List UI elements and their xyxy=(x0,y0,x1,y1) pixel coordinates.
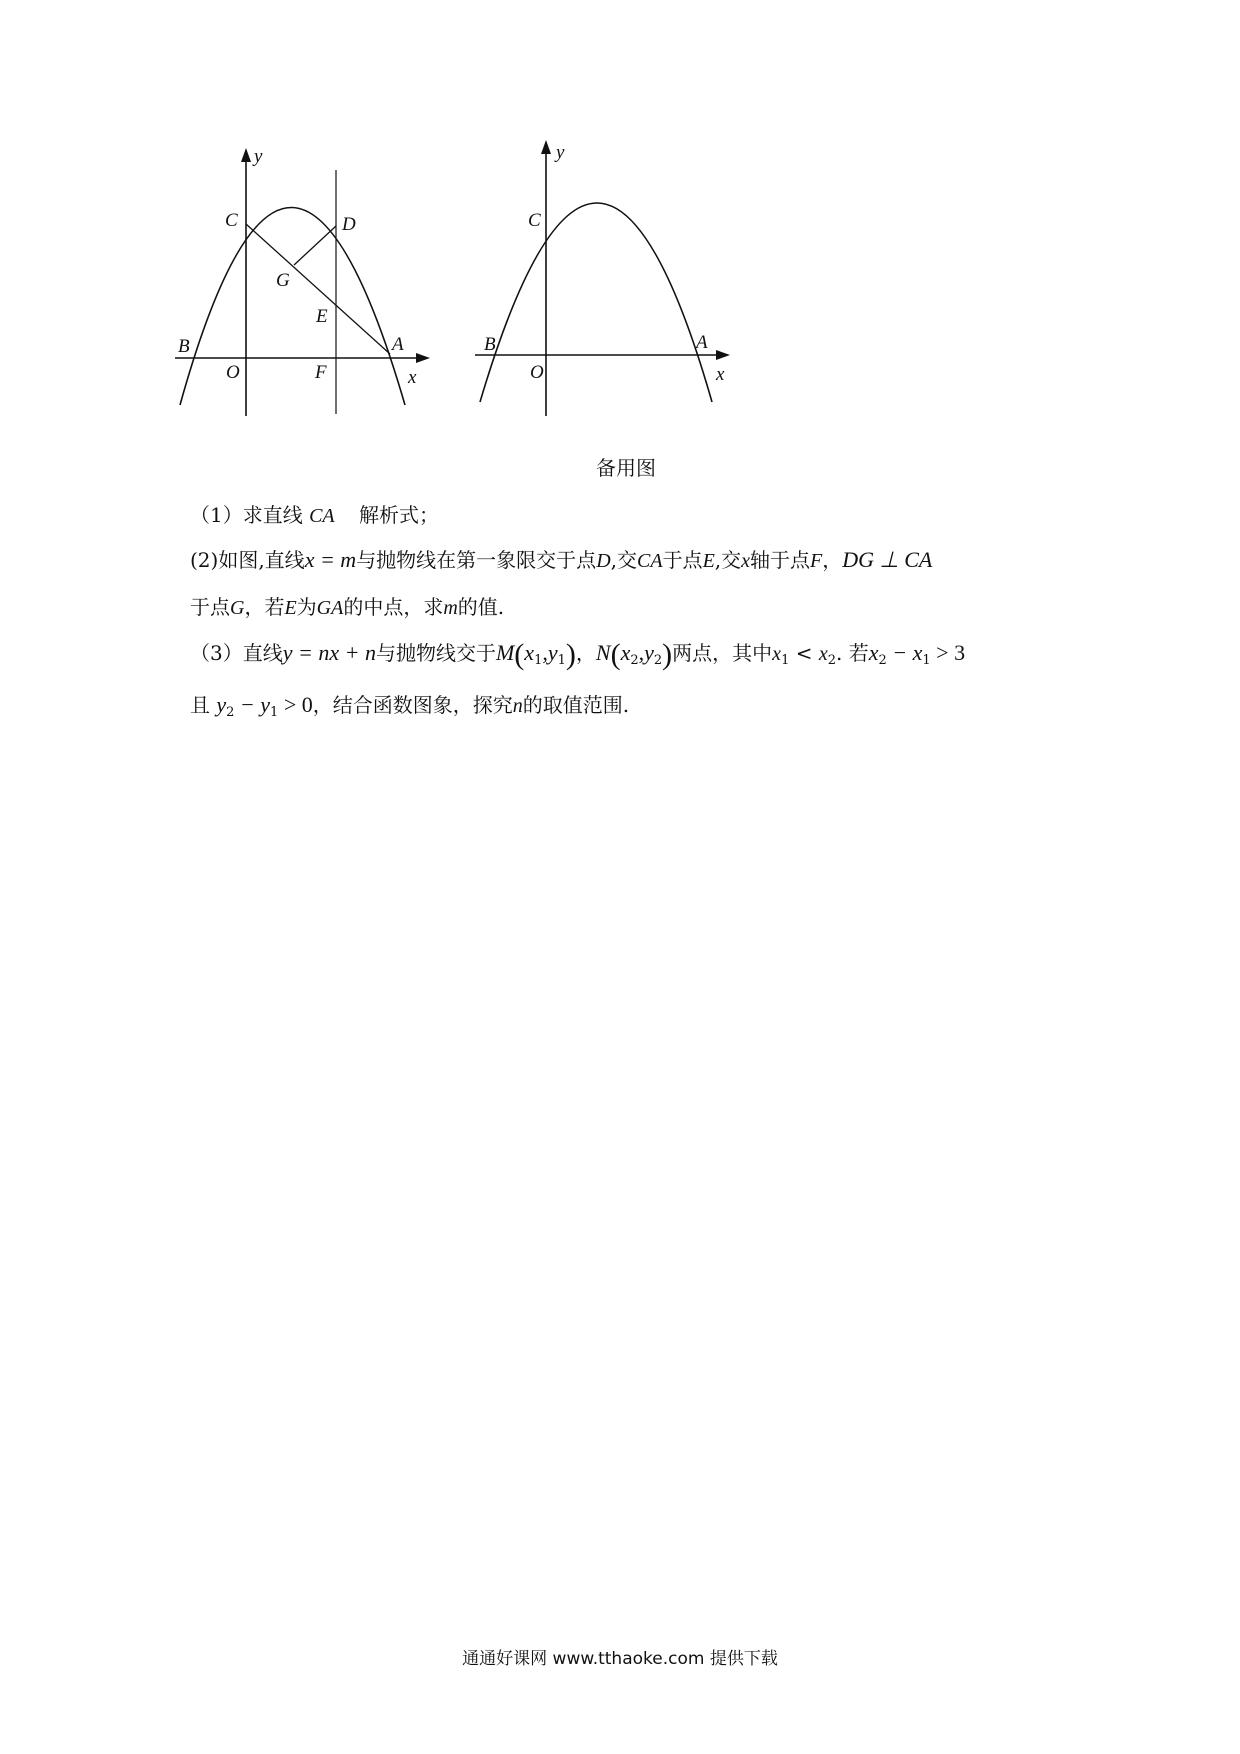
x-axis-arrow xyxy=(716,350,730,360)
q3-text: 且 xyxy=(190,693,210,717)
q2-point-F: F xyxy=(810,550,823,572)
q3-text: 的取值范围. xyxy=(522,693,630,717)
q3-text: 两点，其中 xyxy=(672,641,773,665)
label-G: G xyxy=(276,270,290,291)
q2-point-G: G xyxy=(230,597,245,619)
q3-op: − xyxy=(234,692,261,717)
q3-var: x xyxy=(818,643,828,665)
label-E: E xyxy=(316,306,328,327)
figure-caption: 备用图 xyxy=(596,456,656,480)
q3-var: y xyxy=(644,640,654,665)
figure-backup xyxy=(480,140,780,440)
q3-op: > 3 xyxy=(930,640,966,665)
parabola-curve xyxy=(480,203,712,402)
q2-text: ，若 xyxy=(244,595,285,619)
q2-text: ,交 xyxy=(610,548,637,572)
figure-main xyxy=(180,140,480,440)
q2-point-E: E xyxy=(702,550,715,572)
q3-var: x xyxy=(620,640,631,665)
q3-var: y xyxy=(260,692,271,717)
q3-var: y xyxy=(216,692,227,717)
q3-op: − xyxy=(886,640,913,665)
q3-text: . 若 xyxy=(836,641,869,665)
q1-prefix: （1）求直线 xyxy=(190,503,303,527)
label-D: D xyxy=(342,214,356,235)
label-B: B xyxy=(484,334,496,355)
q2-text: 与抛物线在第一象限交于点 xyxy=(356,548,597,572)
q3-sub: 2 xyxy=(226,705,235,720)
q3-sub: 2 xyxy=(630,653,639,668)
q3-prefix: （3）直线 xyxy=(190,641,283,665)
y-axis-arrow xyxy=(241,148,251,162)
label-y: y xyxy=(254,146,263,167)
q2-text: 于点 xyxy=(190,595,230,619)
x-axis-arrow xyxy=(416,353,430,363)
q3-point-N: N xyxy=(595,640,611,665)
parabola-diagram-backup xyxy=(480,140,780,440)
q2-text: 于点 xyxy=(662,548,703,572)
q3-sub: 1 xyxy=(781,653,790,668)
label-F: F xyxy=(315,362,327,383)
q3-sub: 2 xyxy=(827,653,836,668)
q2-x-axis: x xyxy=(741,550,751,572)
q3-variable-n: n xyxy=(512,695,523,717)
q3-var: y xyxy=(547,640,558,665)
q3-sub: 1 xyxy=(534,653,543,668)
q2-text: ,交 xyxy=(714,548,742,572)
parabola-diagram-main xyxy=(180,140,480,440)
label-C: C xyxy=(225,210,238,231)
q2-line-CA: CA xyxy=(637,550,663,572)
q3-var: x xyxy=(772,643,782,665)
footer-watermark: 通通好课网 www.tthaoke.com 提供下载 xyxy=(462,1649,778,1669)
segment-DG xyxy=(294,226,336,265)
q3-var: x xyxy=(868,640,879,665)
q3-op: > 0 xyxy=(278,692,313,717)
label-O: O xyxy=(530,362,544,383)
q3-sep: ， xyxy=(575,641,596,665)
q2-perpendicular: DG ⊥ CA xyxy=(842,547,933,572)
q2-text: 的中点，求 xyxy=(343,595,444,619)
q2-text: 的值. xyxy=(457,595,505,619)
q3-equation: y = nx + n xyxy=(282,640,376,665)
label-A: A xyxy=(392,334,404,355)
q3-sub: 1 xyxy=(557,653,566,668)
q1-line-name: CA xyxy=(309,505,335,527)
label-C: C xyxy=(528,210,541,231)
q2-text: ， xyxy=(822,548,843,572)
q3-var: x xyxy=(524,640,535,665)
q3-sub: 2 xyxy=(878,653,887,668)
q2-variable-m: m xyxy=(443,597,458,619)
question-3-line-2 xyxy=(190,688,629,730)
question-1 xyxy=(190,498,439,533)
question-2-line-2 xyxy=(190,590,504,625)
q3-var: x xyxy=(912,640,923,665)
q2-text: 轴于点 xyxy=(750,548,811,572)
label-x: x xyxy=(716,364,725,385)
q3-point-M: M xyxy=(495,640,515,665)
q3-sub: 1 xyxy=(270,705,279,720)
label-y: y xyxy=(556,142,565,163)
label-O: O xyxy=(226,362,240,383)
q3-text: 与抛物线交于 xyxy=(375,641,496,665)
q2-equation: x = m xyxy=(304,547,357,572)
q2-prefix: (2)如图,直线 xyxy=(190,548,305,572)
q2-text: 为 xyxy=(296,595,317,619)
label-B: B xyxy=(178,336,190,357)
parabola-curve xyxy=(180,208,405,406)
label-x: x xyxy=(408,367,417,388)
q3-op: < xyxy=(789,641,819,665)
question-2-line-1 xyxy=(190,543,932,578)
q1-suffix: 解析式； xyxy=(359,503,440,527)
q3-text: ，结合函数图象，探究 xyxy=(312,693,513,717)
q3-sub: 1 xyxy=(922,653,931,668)
label-A: A xyxy=(696,332,708,353)
q3-sub: 2 xyxy=(653,653,663,668)
q2-point-D: D xyxy=(596,550,611,572)
q2-point-E: E xyxy=(284,597,297,619)
y-axis-arrow xyxy=(541,140,551,154)
question-3-line-1: （3）直线y = nx + n与抛物线交于$M(x_1,y_1)$，$N(x_2,y_2)$两点，其中$x_1 < x_2$. 若$x_2 - x_1 > 3$ xyxy=(190,638,966,671)
q2-segment-GA: GA xyxy=(316,597,344,619)
